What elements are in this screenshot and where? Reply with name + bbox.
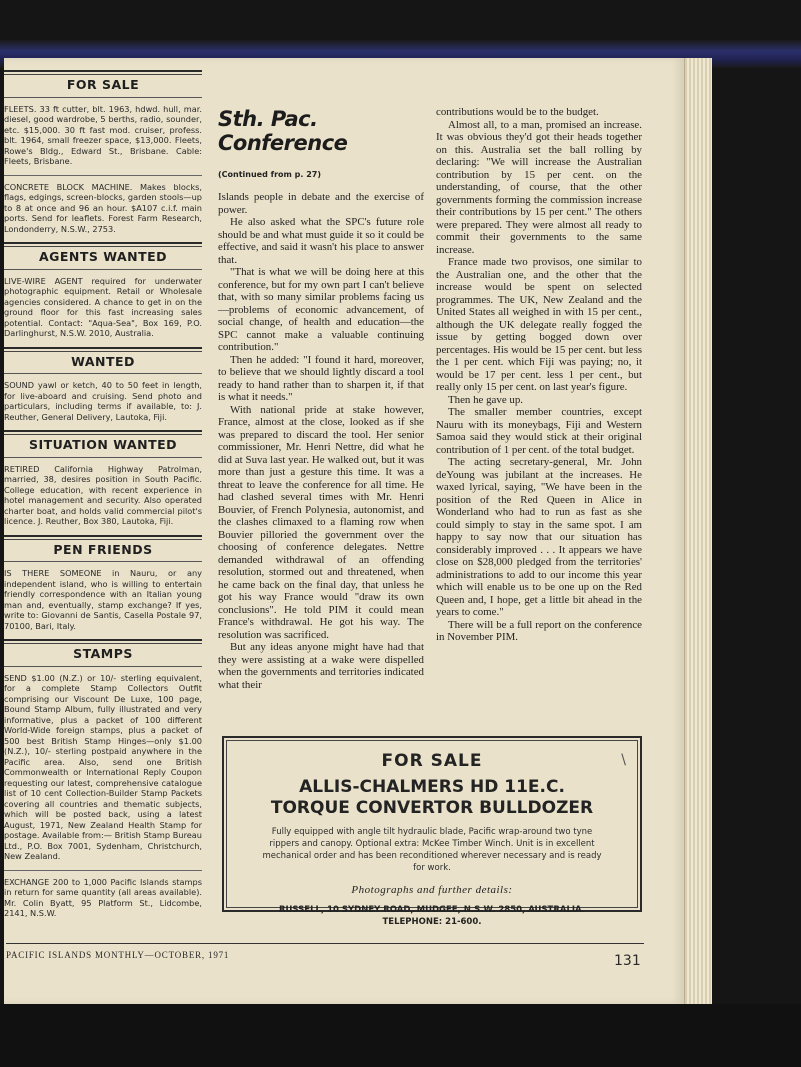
classified-ad: SOUND yawl or ketch, 40 to 50 feet in length, for live-aboard and cruising. Send photo and particulars, including terms if available, to: J. Reuther, General Delivery, Lautoka, Fiji. [4, 380, 202, 422]
section-rule [4, 347, 202, 349]
article-paragraph: France made two provisos, one similar to the Australian one, and the other that the increase would be spent on selected programmes. The UK, New Zealand and the United States all weighed in with 15 per cent., although the UK delegate really fogged the issue by getting bogged down over percentages. His would be 15 per cent. but less the 1 per cent. which Fiji was paying; no, it would be 17 per cent. less 1 per cent., but really only 15 per cent. on last year's figure. [436, 256, 642, 393]
classified-column [4, 64, 202, 927]
section-rule [4, 639, 202, 641]
section-rule [4, 70, 202, 72]
article-paragraph: Then he added: "I found it hard, moreover, to believe that we should lightly discard a tool ready to hand rather than to sharpen it, if that is what it needs." [218, 353, 424, 403]
ad-address: RUSSELL, 10 SYDNEY ROAD, MUDGEE, N.S.W. 2850, AUSTRALIA. [278, 905, 586, 915]
classified-section [4, 347, 202, 423]
footer-rule [6, 943, 644, 944]
ad-details-label: Photographs and further details: [351, 884, 513, 896]
article-paragraph: With national pride at stake however, France, almost at the close, looked as if she was prepared to discard the tool. Her senior commissioner, Mr. Henri Nettre, did what he did at Suva last year. He walked out, but it was more than just a gesture this time. It was a threat to leave the conference for all time. He had clashed several times with Mr. Henri Bouvier, of French Polynesia, autonomist, and the clashes climaxed to a flaming row when Bouvier pilloried the government over the choosing of conference delegates. Nettre demanded withdrawal of an offending resolution, stormed out and threatened, when he came back on the final day, that unless he got his way France would "draw its own conclusions". He told PIM it could mean France's withdrawal. He got his way. The resolution was sacrificed. [218, 403, 424, 641]
section-heading: SITUATION WANTED [28, 437, 178, 452]
article-paragraph: There will be a full report on the conference in November PIM. [436, 618, 642, 643]
article-column-1 [218, 64, 424, 691]
article-title: Sth. Pac. Conference [218, 107, 348, 155]
article-column-2 [436, 64, 642, 644]
article-paragraph: Almost all, to a man, promised an increase. It was obvious they'd got their heads together on this. Australia set the ball rolling by declaring: "We will increase the Australian contribution by 15 per cent. on the understanding, of course, that the other governments forming the commission increase their contributions by 15 per cent." The others were prepared. They were almost all ready to commit their governments to the same increase. [436, 118, 642, 256]
ad-description: Fully equipped with angle tilt hydraulic blade, Pacific wrap-around two tyne rippers and canopy. Optional extra: McKee Timber Winch. Unit is in excellent mechanical order and has been reconditioned wherever necessary and is ready for work. [262, 827, 602, 873]
article-paragraph: The smaller member countries, except Nauru with its moneybags, Fiji and Western Samoa said they would stick at their original contribution of 1 per cent. of the total budget. [436, 406, 642, 456]
article-paragraph: But any ideas anyone might have had that they were assisting at a wake were dispelled when the governments and territories indicated what their [218, 641, 424, 691]
ad-product: TORQUE CONVERTOR BULLDOZER [270, 798, 594, 818]
section-rule [4, 373, 202, 374]
ad-separator [4, 175, 202, 176]
article-body-1 [218, 191, 424, 691]
page-number: 131 [614, 953, 641, 969]
classified-section [4, 430, 202, 527]
classified-section [4, 70, 202, 234]
scan-background [0, 1004, 801, 1067]
classified-section [4, 639, 202, 919]
article-paragraph: contributions would be to the budget. [436, 106, 599, 118]
section-rule [4, 430, 202, 432]
continued-note: (Continued from p. 27) [218, 170, 321, 179]
page-stack-edges [684, 58, 712, 1004]
section-rule [4, 97, 202, 98]
section-heading: STAMPS [73, 646, 133, 661]
classified-ad: CONCRETE BLOCK MACHINE. Makes blocks, flags, edgings, screen-blocks, garden stools—up to 8 at once and 96 an hour. $A107 c.i.f. main ports. Send for leaflets. Forest Farm Research, Londonderry, N.S.W., 2753. [4, 181, 202, 234]
ad-model: ALLIS-CHALMERS HD 11E.C. [299, 777, 565, 797]
section-heading: AGENTS WANTED [38, 249, 168, 264]
classified-ad: LIVE-WIRE AGENT required for underwater photographic equipment. Retail or Wholesale agencies considered. A chance to get in on the ground floor for this fast increasing sales potential. Contact: "Aqua-Sea", Box 169, P.O. Darlinghurst, N.S.W. 2010, Australia. [4, 275, 202, 338]
corner-mark-icon: \ [621, 752, 626, 768]
article-body-2 [436, 106, 642, 644]
article-paragraph: Islands people in debate and the exercise of power. [218, 191, 424, 216]
article-paragraph: Then he gave up. [448, 393, 523, 406]
article-paragraph: The acting secretary-general, Mr. John deYoung was jubilant at the increases. He waxed lyrical, saying, "We have been in the position of the Red Queen in Alice in Wonderland who had to run as fast as she could simply to stay in the same spot. I am happy to say now that our situation has considerably improved . . . It appears we have close on $28,000 pledged from the territories' administrations to add to our income this year which will enable us to be one up on the Red Queen and, I hope, get a little bit ahead in the years to come." [436, 456, 642, 618]
section-heading: PEN FRIENDS [53, 541, 153, 557]
ad-telephone: TELEPHONE: 21-600. [382, 917, 482, 927]
classified-ad: IS THERE SOMEONE in Nauru, or any independent island, who is willing to entertain friendly correspondence with an Italian young man and, eventually, stamp exchange? If yes, write to: Giovanni de Santis, Casella Postale 97, 70100, Bari, Italy. [4, 568, 202, 631]
article-paragraph: "That is what we will be doing here at this conference, but for my own part I can't believe that, with so many similar problems facing us—problems of economic advancement, of social change, of health and education—the SPC cannot make a valuable continuing contribution." [218, 266, 424, 353]
section-rule [4, 457, 202, 458]
article-paragraph: He also asked what the SPC's future role should be and what must guide it so it could be effective, and said it wasn't his place to answer that. [218, 216, 424, 266]
classified-ad: RETIRED California Highway Patrolman, married, 38, desires position in South Pacific. College education, with recent experience in hotel management and security. Also operated charter boat, and holds valid commercial pilot's licence. J. Reuther, Box 380, Lautoka, Fiji. [4, 463, 202, 526]
section-heading: WANTED [71, 353, 135, 369]
section-heading: FOR SALE [66, 77, 140, 92]
ad-separator [4, 870, 202, 871]
section-rule [4, 666, 202, 667]
section-rule [4, 561, 202, 562]
classified-section [4, 242, 202, 339]
classified-ad: EXCHANGE 200 to 1,000 Pacific Islands stamps in return for same quantity (all areas available). Mr. Colin Byatt, 95 Platform St., Lidcombe, 2141, N.S.W. [4, 876, 202, 918]
classified-ad: FLEETS. 33 ft cutter, blt. 1963, hdwd. hull, mar. diesel, good wardrobe, 5 berths, radio, sounder, etc. $15,000. 30 ft fast mod. cruiser, profess. blt. 1964, small freezer space, $13,000. Fleets, Rowe's Bldg., Edward St., Brisbane. Cable: Fleets, Brisbane. [4, 103, 202, 166]
section-rule [4, 535, 202, 537]
section-rule [4, 269, 202, 270]
section-rule [4, 242, 202, 244]
classified-ad: SEND $1.00 (N.Z.) or 10/- sterling equivalent, for a complete Stamp Collectors Outfit comprising our Viscount De Luxe, 100 page, Bound Stamp Album, fully illustrated and very informative, plus a packet of 100 different World-Wide foreign stamps, plus a packet of 500 best British Stamp Hinges—only $1.00 (N.Z.), 10/- sterling postpaid anywhere in the Pacific area. Also, send one British Commonwealth or International Reply Coupon requesting our latest, comprehensive catalogue list of 10 cent Collection-Builder Stamp Packets covering all countries and thematic subjects, which will be posted back, using a latest August, 1971, New Zealand Health Stamp for postage. Available from:— British Stamp Bureau Ltd., P.O. Box 7001, Sydenham, Christchurch, New Zealand. [4, 672, 202, 861]
ad-heading: FOR SALE [381, 751, 483, 771]
bulldozer-ad [222, 736, 642, 927]
publication-footer: PACIFIC ISLANDS MONTHLY—OCTOBER, 1971 [6, 950, 230, 960]
classified-section [4, 535, 202, 632]
